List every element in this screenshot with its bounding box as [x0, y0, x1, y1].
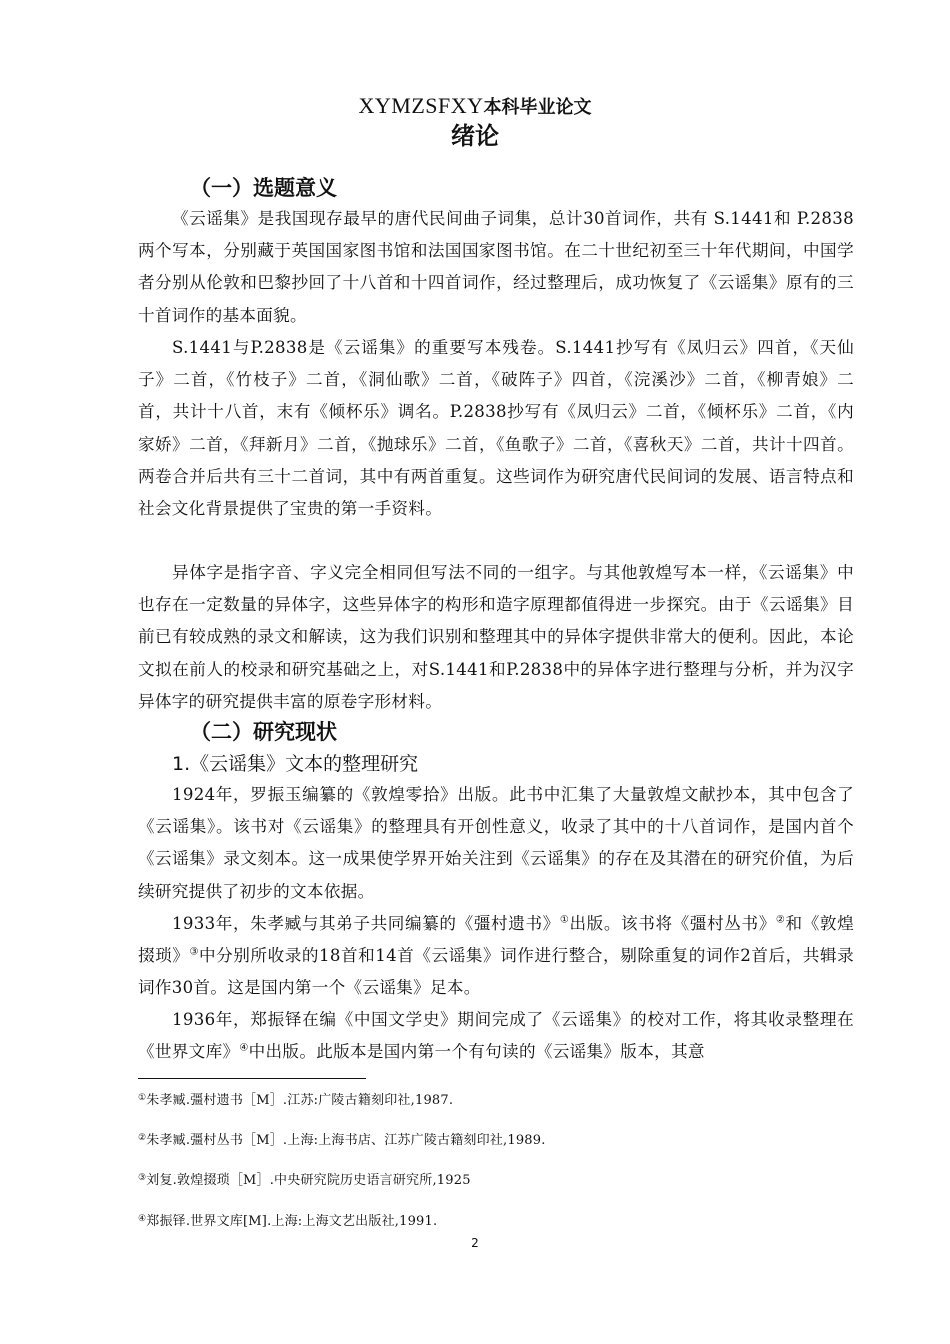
- footnote-ref-1[interactable]: ①: [559, 914, 570, 926]
- footnote-ref-2[interactable]: ②: [775, 914, 786, 926]
- footnote-ref-4[interactable]: ④: [239, 1042, 249, 1054]
- running-header: [0, 92, 950, 122]
- paragraph-1936: 1936年，郑振铎在编《中国文学史》期间完成了《云谣集》的校对工作，将其收录整理在《世界文库》④中出版。此版本是国内第一个有句读的《云谣集》版本，其意: [138, 1010, 854, 1062]
- paragraph-1924: 1924年，罗振玉编纂的《敦煌零拾》出版。此书中汇集了大量敦煌文献抄本，其中包含了《云谣集》。该书对《云谣集》的整理具有开创性意义，收录了其中的十八首词作，是国内首个《云谣集》录文刻本。这一成果使学界开始关注到《云谣集》的存在及其潜在的研究价值，为后续研究提供了初步的文本依据。: [138, 785, 854, 901]
- paragraph-1933: 1933年，朱孝臧与其弟子共同编纂的《彊村遗书》①出版。该书将《彊村丛书》②和《敦煌掇琐》③中分别所收录的18首和14首《云谣集》词作进行整合，剔除重复的词作2首后，共辑录词作30首。这是国内第一个《云谣集》足本。: [138, 914, 854, 998]
- footnote-4: ④郑振铎.世界文库[M].上海:上海文艺出版社,1991.: [138, 1214, 438, 1229]
- footnote-3: ③刘复.敦煌掇琐［M］.中央研究院历史语言研究所,1925: [138, 1173, 471, 1188]
- footnote-2: ②朱孝臧.彊村丛书［M］.上海:上海书店、江苏广陵古籍刻印社,1989.: [138, 1133, 546, 1148]
- footnote-ref-3[interactable]: ③: [189, 946, 199, 958]
- header-code: XYMZSFXY: [358, 93, 484, 118]
- section-heading-significance: （一）选题意义: [190, 176, 337, 200]
- footnote-1: ①朱孝臧.彊村遗书［M］.江苏:广陵古籍刻印社,1987.: [138, 1093, 454, 1108]
- header-label: 本科毕业论文: [483, 97, 592, 118]
- subsection-heading-text-study: 1.《云谣集》文本的整理研究: [172, 753, 419, 775]
- paragraph-variant-chars: 异体字是指字音、字义完全相同但写法不同的一组字。与其他敦煌写本一样，《云谣集》中也存在一定数量的异体字，这些异体字的构形和造字原理都值得进一步探究。由于《云谣集》目前已有较成熟的录文和解读，这为我们识别和整理其中的异体字提供非常大的便利。因此，本论文拟在前人的校录和研究基础之上，对S.1441和P.2838中的异体字进行整理与分析，并为汉字异体字的研究提供丰富的原卷字形材料。: [138, 563, 854, 711]
- page-number: 2: [471, 1236, 479, 1250]
- footnote-separator: [138, 1078, 366, 1079]
- section-heading-status: （二）研究现状: [190, 720, 337, 744]
- chapter-title: 绪论: [451, 122, 499, 150]
- paragraph-intro: 《云谣集》是我国现存最早的唐代民间曲子词集，总计30首词作，共有 S.1441和 P.2838两个写本，分别藏于英国国家图书馆和法国国家图书馆。在二十世纪初至三十年代期间，中国学者分别从伦敦和巴黎抄回了十八首和十四首词作，经过整理后，成功恢复了《云谣集》原有的三十首词作的基本面貌。: [138, 209, 854, 325]
- paragraph-manuscripts: S.1441与P.2838是《云谣集》的重要写本残卷。S.1441抄写有《凤归云》四首，《天仙子》二首，《竹枝子》二首，《洞仙歌》二首，《破阵子》四首，《浣溪沙》二首，《柳青娘》二首，共计十八首，末有《倾杯乐》调名。P.2838抄写有《凤归云》二首，《倾杯乐》二首，《内家娇》二首，《拜新月》二首，《抛球乐》二首，《鱼歌子》二首，《喜秋天》二首，共计十四首。两卷合并后共有三十二首词，其中有两首重复。这些词作为研究唐代民间词的发展、语言特点和社会文化背景提供了宝贵的第一手资料。: [138, 338, 854, 519]
